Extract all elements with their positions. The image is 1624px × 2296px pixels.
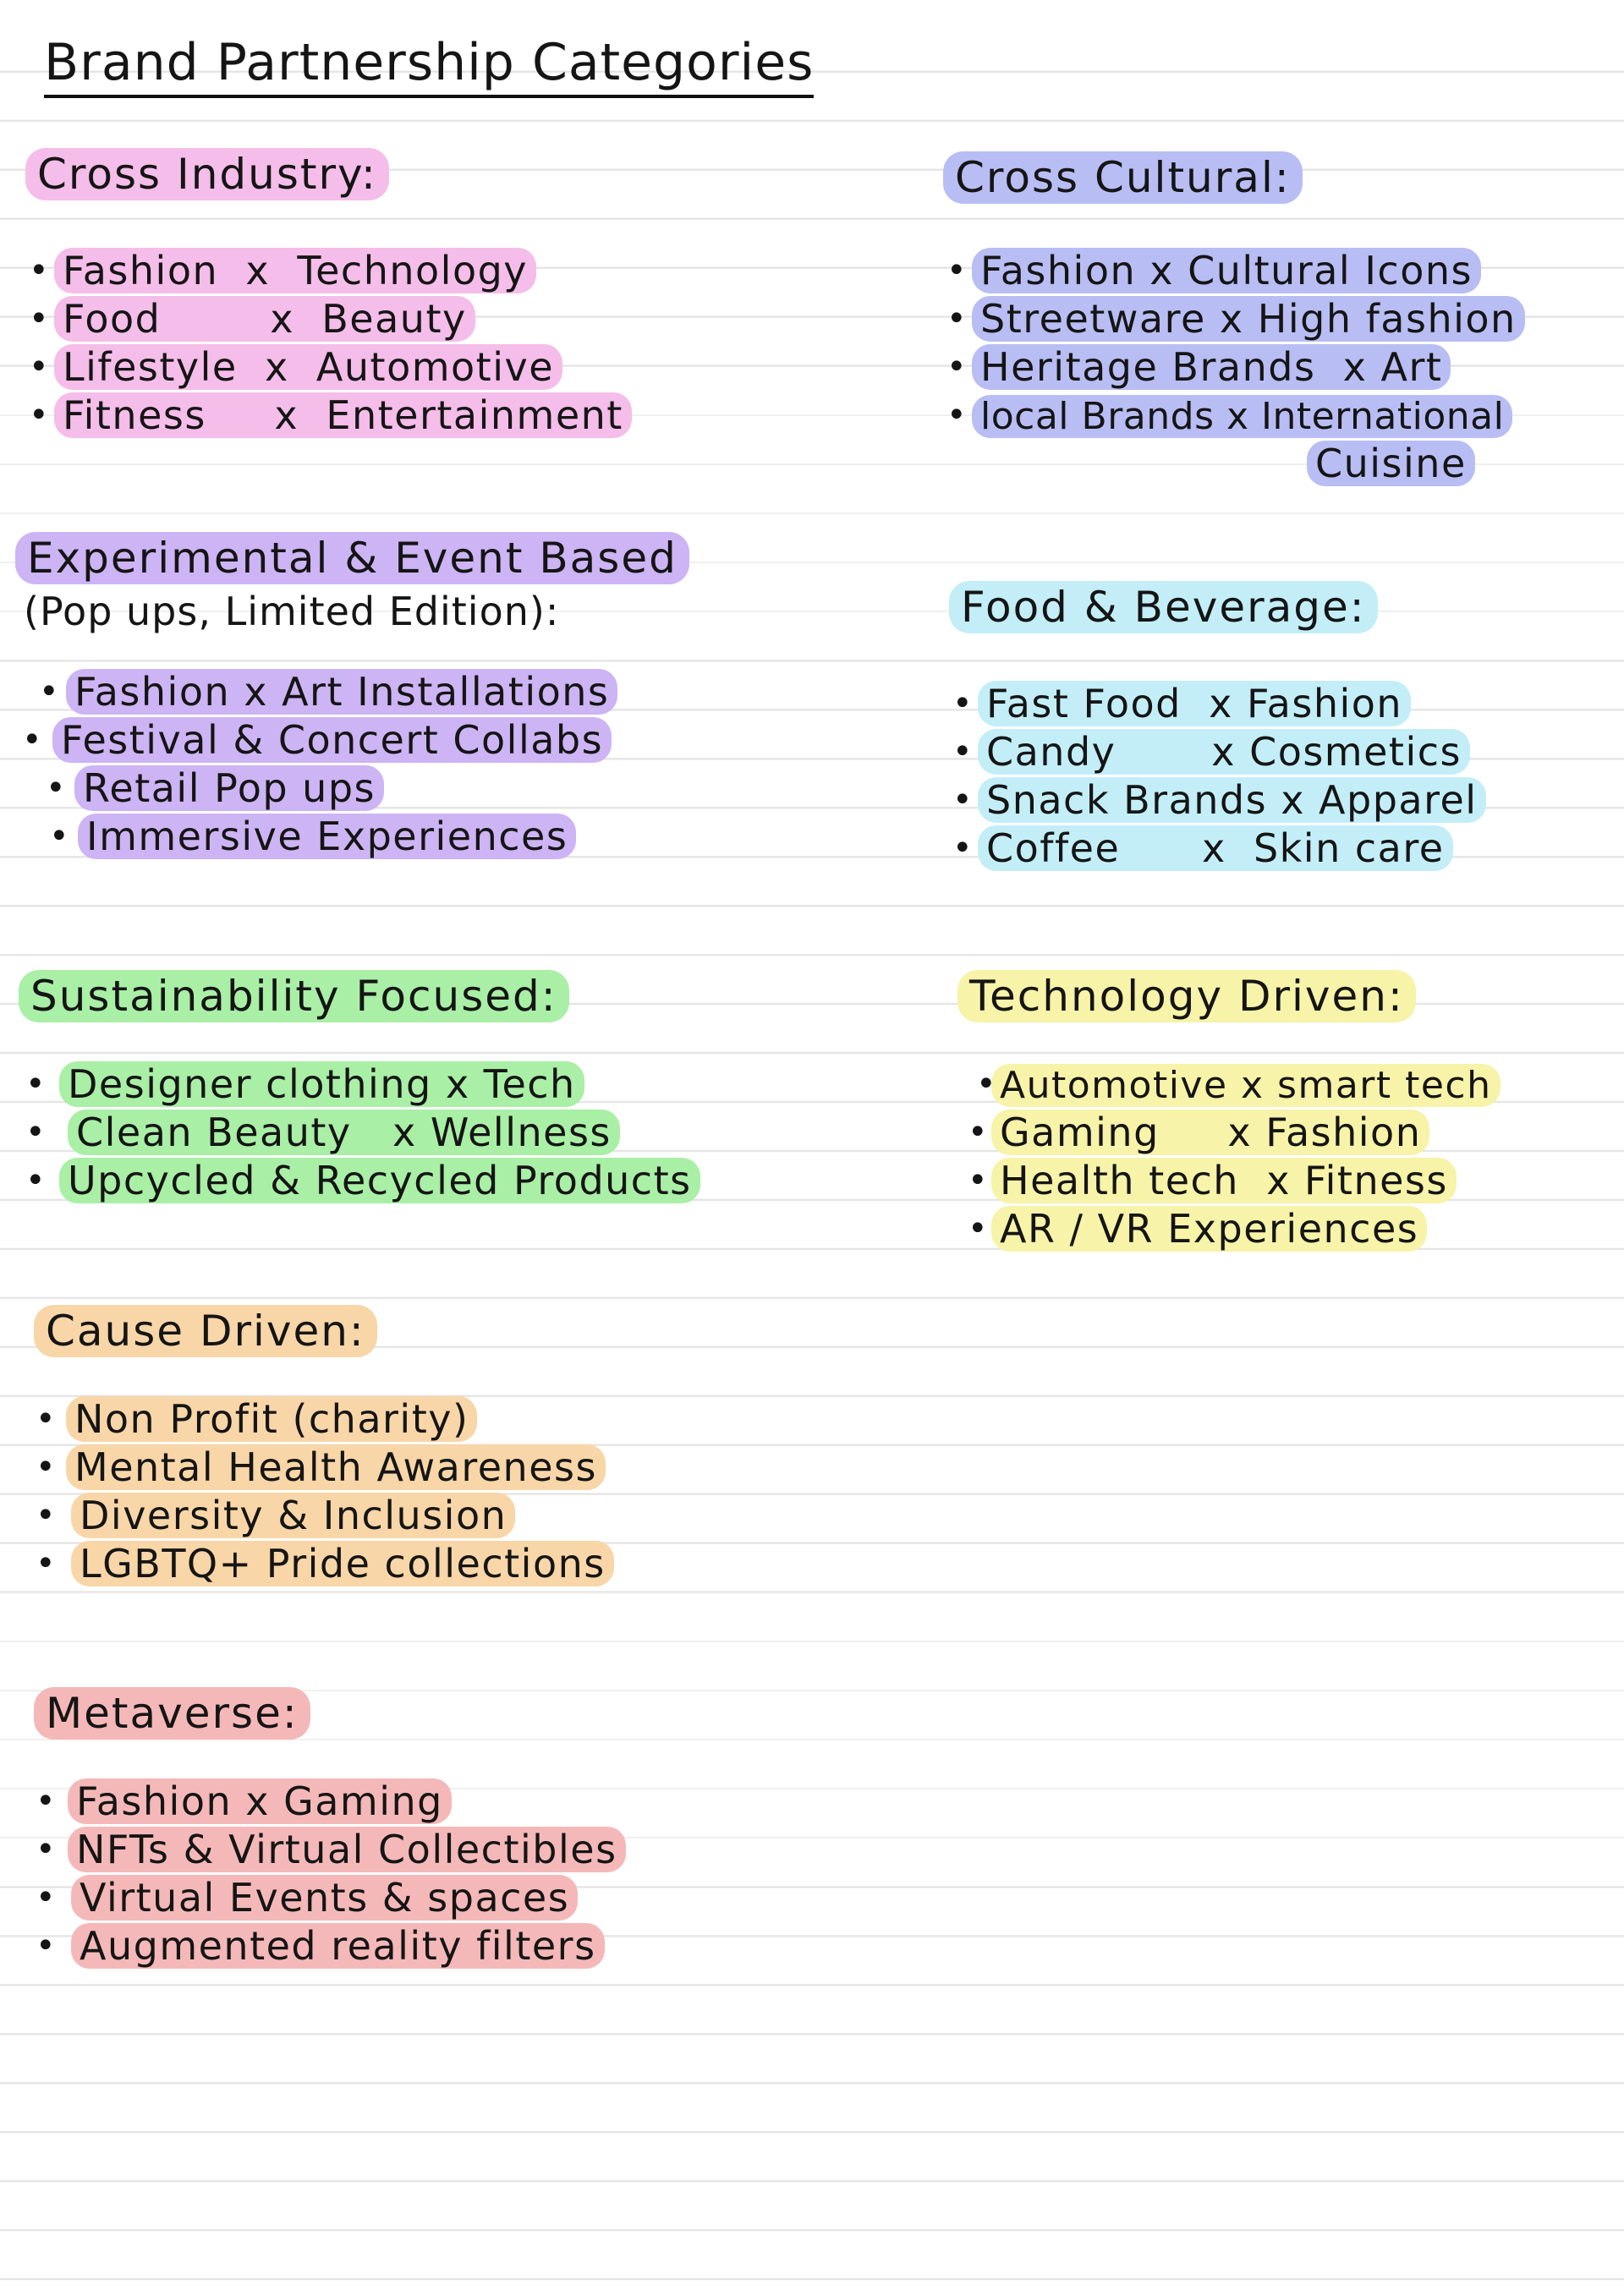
section-technology <box>957 973 1501 1253</box>
list-item <box>15 668 689 716</box>
bullet-icon: • <box>49 817 71 857</box>
bullet-icon: • <box>952 683 974 723</box>
list-item <box>15 764 689 813</box>
list-item <box>943 343 1525 392</box>
bullet-icon: • <box>952 780 974 819</box>
bullet-icon: • <box>968 1208 990 1248</box>
section-metaverse <box>34 1690 626 1970</box>
bullet-icon: • <box>946 395 968 435</box>
bullet-icon: • <box>25 1160 47 1200</box>
bullet-icon: • <box>36 1829 58 1869</box>
page-title: Brand Partnership Categories <box>44 37 814 98</box>
list-item <box>34 1395 614 1444</box>
heading-highlight: Cross Cultural: <box>943 151 1303 204</box>
item-text: Non Profit (charity) <box>66 1396 477 1442</box>
section-heading <box>34 1307 377 1356</box>
section-cause <box>34 1307 614 1588</box>
bullet-icon: • <box>29 347 51 386</box>
bullet-icon: • <box>36 1877 58 1917</box>
item-text: Fitness x Entertainment <box>54 392 632 438</box>
list-item <box>34 1778 626 1826</box>
section-experimental <box>15 534 689 861</box>
bullet-icon: • <box>952 732 974 771</box>
list-item <box>25 247 632 295</box>
bullet-icon: • <box>29 299 51 338</box>
bullet-icon: • <box>946 347 968 386</box>
bullet-icon: • <box>36 1781 58 1821</box>
list-item <box>15 716 689 764</box>
item-text: Automotive x smart tech <box>991 1064 1501 1107</box>
list-item <box>949 825 1486 873</box>
section-subheading: (Pop ups, Limited Edition): <box>24 588 560 634</box>
bullet-icon: • <box>22 721 44 760</box>
heading-highlight: Cross Industry: <box>25 148 389 200</box>
list-item <box>34 1492 614 1540</box>
list-item <box>957 1157 1501 1205</box>
list-item <box>25 343 632 392</box>
list-item <box>34 1444 614 1492</box>
bullet-icon: • <box>36 1926 58 1965</box>
list-item <box>957 1109 1501 1157</box>
item-text: Festival & Concert Collabs <box>52 717 612 763</box>
heading-highlight: Experimental & Event Based <box>15 532 689 584</box>
section-heading <box>25 151 389 200</box>
list-item <box>34 1540 614 1588</box>
list-item-continuation <box>943 440 1525 488</box>
item-text: Heritage Brands x Art <box>972 344 1451 390</box>
item-list <box>25 247 632 440</box>
list-item <box>949 680 1486 728</box>
section-heading <box>34 1690 310 1739</box>
list-item <box>943 392 1525 440</box>
list-item <box>34 1874 626 1922</box>
heading-highlight: Technology Driven: <box>957 970 1416 1022</box>
item-text: Fashion x Technology <box>54 248 536 293</box>
list-item <box>957 1205 1501 1253</box>
list-item <box>34 1826 626 1874</box>
item-list <box>19 1060 700 1205</box>
list-item <box>943 295 1525 343</box>
bullet-icon: • <box>952 828 974 868</box>
item-list <box>943 247 1525 488</box>
section-sustainability <box>19 973 700 1205</box>
section-cross-cultural <box>943 154 1525 488</box>
bullet-icon: • <box>946 250 968 290</box>
heading-highlight: Metaverse: <box>34 1687 310 1740</box>
item-text: LGBTQ+ Pride collections <box>71 1541 614 1586</box>
item-text: Coffee x Skin care <box>978 825 1453 871</box>
list-item <box>25 392 632 440</box>
item-list <box>15 668 689 861</box>
bullet-icon: • <box>46 769 68 808</box>
list-item <box>15 813 689 861</box>
bullet-icon: • <box>968 1112 990 1152</box>
item-text: Retail Pop ups <box>74 765 384 811</box>
heading-highlight: Food & Beverage: <box>949 581 1378 633</box>
item-text: Fast Food x Fashion <box>978 681 1411 726</box>
item-text: Fashion x Cultural Icons <box>972 248 1481 293</box>
item-text: AR / VR Experiences <box>991 1206 1427 1252</box>
section-heading <box>15 534 689 584</box>
item-text: Augmented reality filters <box>71 1923 605 1969</box>
item-text: Designer clothing x Tech <box>59 1061 584 1107</box>
section-heading <box>19 973 569 1022</box>
list-item <box>957 1060 1501 1109</box>
item-list <box>34 1778 626 1970</box>
section-cross-industry <box>25 151 632 440</box>
section-food-beverage <box>949 584 1486 873</box>
list-item <box>19 1109 700 1157</box>
item-text: Mental Health Awareness <box>66 1444 606 1490</box>
item-text: Health tech x Fitness <box>991 1158 1457 1203</box>
bullet-icon: • <box>25 1112 47 1152</box>
item-list <box>949 680 1486 873</box>
item-text: local Brands x International <box>972 395 1512 438</box>
section-heading <box>949 584 1378 633</box>
bullet-icon: • <box>25 1064 47 1104</box>
section-heading <box>957 973 1416 1022</box>
item-text: Food x Beauty <box>54 296 475 342</box>
bullet-icon: • <box>39 672 61 712</box>
item-text: Candy x Cosmetics <box>978 729 1470 775</box>
item-text: NFTs & Virtual Collectibles <box>68 1827 626 1872</box>
item-list <box>34 1395 614 1588</box>
item-text: Upcycled & Recycled Products <box>59 1158 700 1203</box>
bullet-icon: • <box>946 299 968 338</box>
item-text: Diversity & Inclusion <box>71 1493 515 1538</box>
bullet-icon: • <box>36 1447 58 1487</box>
bullet-icon: • <box>36 1543 58 1583</box>
item-text: Lifestyle x Automotive <box>54 344 562 390</box>
item-text: Fashion x Gaming <box>68 1778 452 1824</box>
item-list <box>957 1060 1501 1253</box>
list-item <box>19 1060 700 1109</box>
item-text: Snack Brands x Apparel <box>978 777 1486 823</box>
list-item <box>34 1922 626 1970</box>
list-item <box>19 1157 700 1205</box>
bullet-icon: • <box>968 1160 990 1200</box>
bullet-icon: • <box>976 1064 998 1104</box>
list-item <box>949 776 1486 825</box>
list-item <box>25 295 632 343</box>
heading-highlight: Cause Driven: <box>34 1305 377 1357</box>
list-item <box>943 247 1525 295</box>
item-text: Cuisine <box>1307 441 1475 486</box>
bullet-icon: • <box>29 395 51 435</box>
heading-highlight: Sustainability Focused: <box>19 970 569 1022</box>
item-text: Clean Beauty x Wellness <box>68 1110 620 1155</box>
item-text: Streetware x High fashion <box>972 296 1525 342</box>
bullet-icon: • <box>36 1495 58 1535</box>
list-item <box>949 728 1486 776</box>
item-text: Immersive Experiences <box>78 814 576 859</box>
item-text: Virtual Events & spaces <box>71 1875 578 1921</box>
item-text: Gaming x Fashion <box>991 1110 1429 1155</box>
bullet-icon: • <box>29 250 51 290</box>
item-text: Fashion x Art Installations <box>66 669 617 715</box>
section-heading <box>943 154 1303 203</box>
bullet-icon: • <box>36 1399 58 1438</box>
